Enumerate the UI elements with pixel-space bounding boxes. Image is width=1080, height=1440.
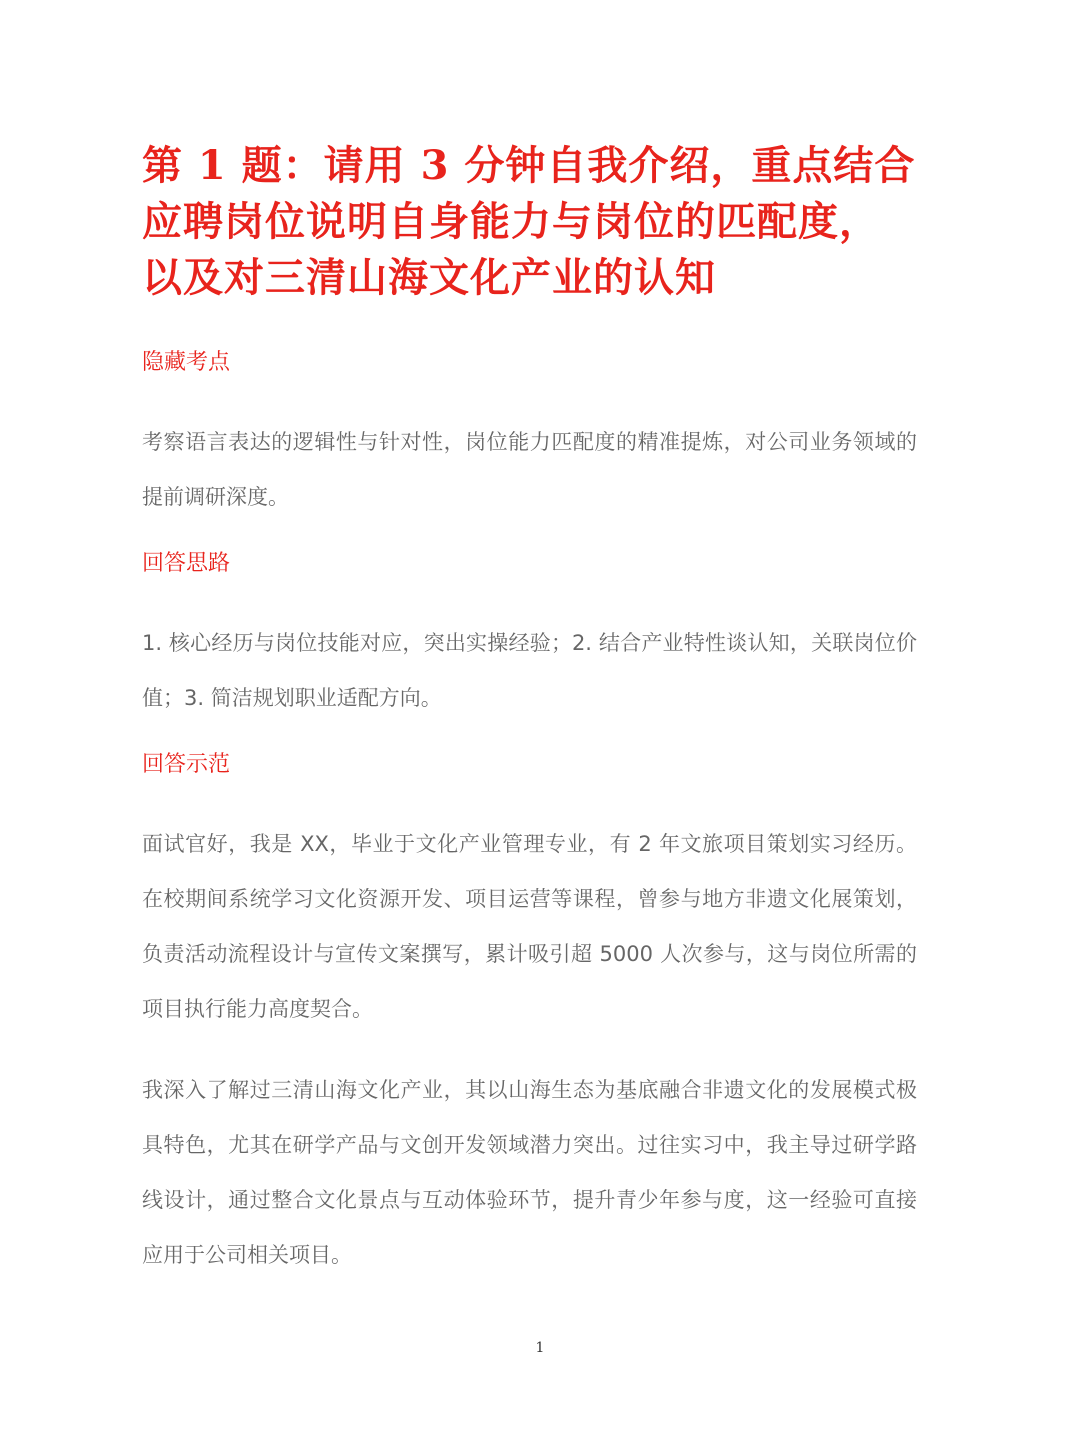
paragraph-sample-answer-1: 面试官好，我是 XX，毕业于文化产业管理专业，有 2 年文旅项目策划实习经历。在校期间系统学习文化资源开发、项目运营等课程，曾参与地方非遗文化展策划，负责活动流程设计与宣传文案撰写，累计吸引超 5000 人次参与，这与岗位所需的项目执行能力高度契合。: [142, 832, 917, 1021]
section-label-sample-answer: 回答示范: [142, 752, 231, 777]
paragraph-answer-approach: 1. 核心经历与岗位技能对应，突出实操经验；2. 结合产业特性谈认知，关联岗位价值；3. 简洁规划职业适配方向。: [142, 631, 917, 710]
paragraph-hidden-points: 考察语言表达的逻辑性与针对性，岗位能力匹配度的精准提炼，对公司业务领域的提前调研深度。: [142, 430, 917, 509]
paragraph-sample-answer-2: 我深入了解过三清山海文化产业，其以山海生态为基底融合非遗文化的发展模式极具特色，尤其在研学产品与文创开发领域潜力突出。过往实习中，我主导过研学路线设计，通过整合文化景点与互动体验环节，提升青少年参与度，这一经验可直接应用于公司相关项目。: [142, 1078, 917, 1267]
page-number: 1: [535, 1340, 545, 1356]
section-label-hidden-points: 隐藏考点: [142, 350, 231, 375]
question-title: 第 1 题：请用 3 分钟自我介绍，重点结合应聘岗位说明自身能力与岗位的匹配度，以及对三清山海文化产业的认知: [142, 142, 916, 301]
section-label-answer-approach: 回答思路: [142, 551, 231, 576]
document-page: [142, 138, 917, 1283]
